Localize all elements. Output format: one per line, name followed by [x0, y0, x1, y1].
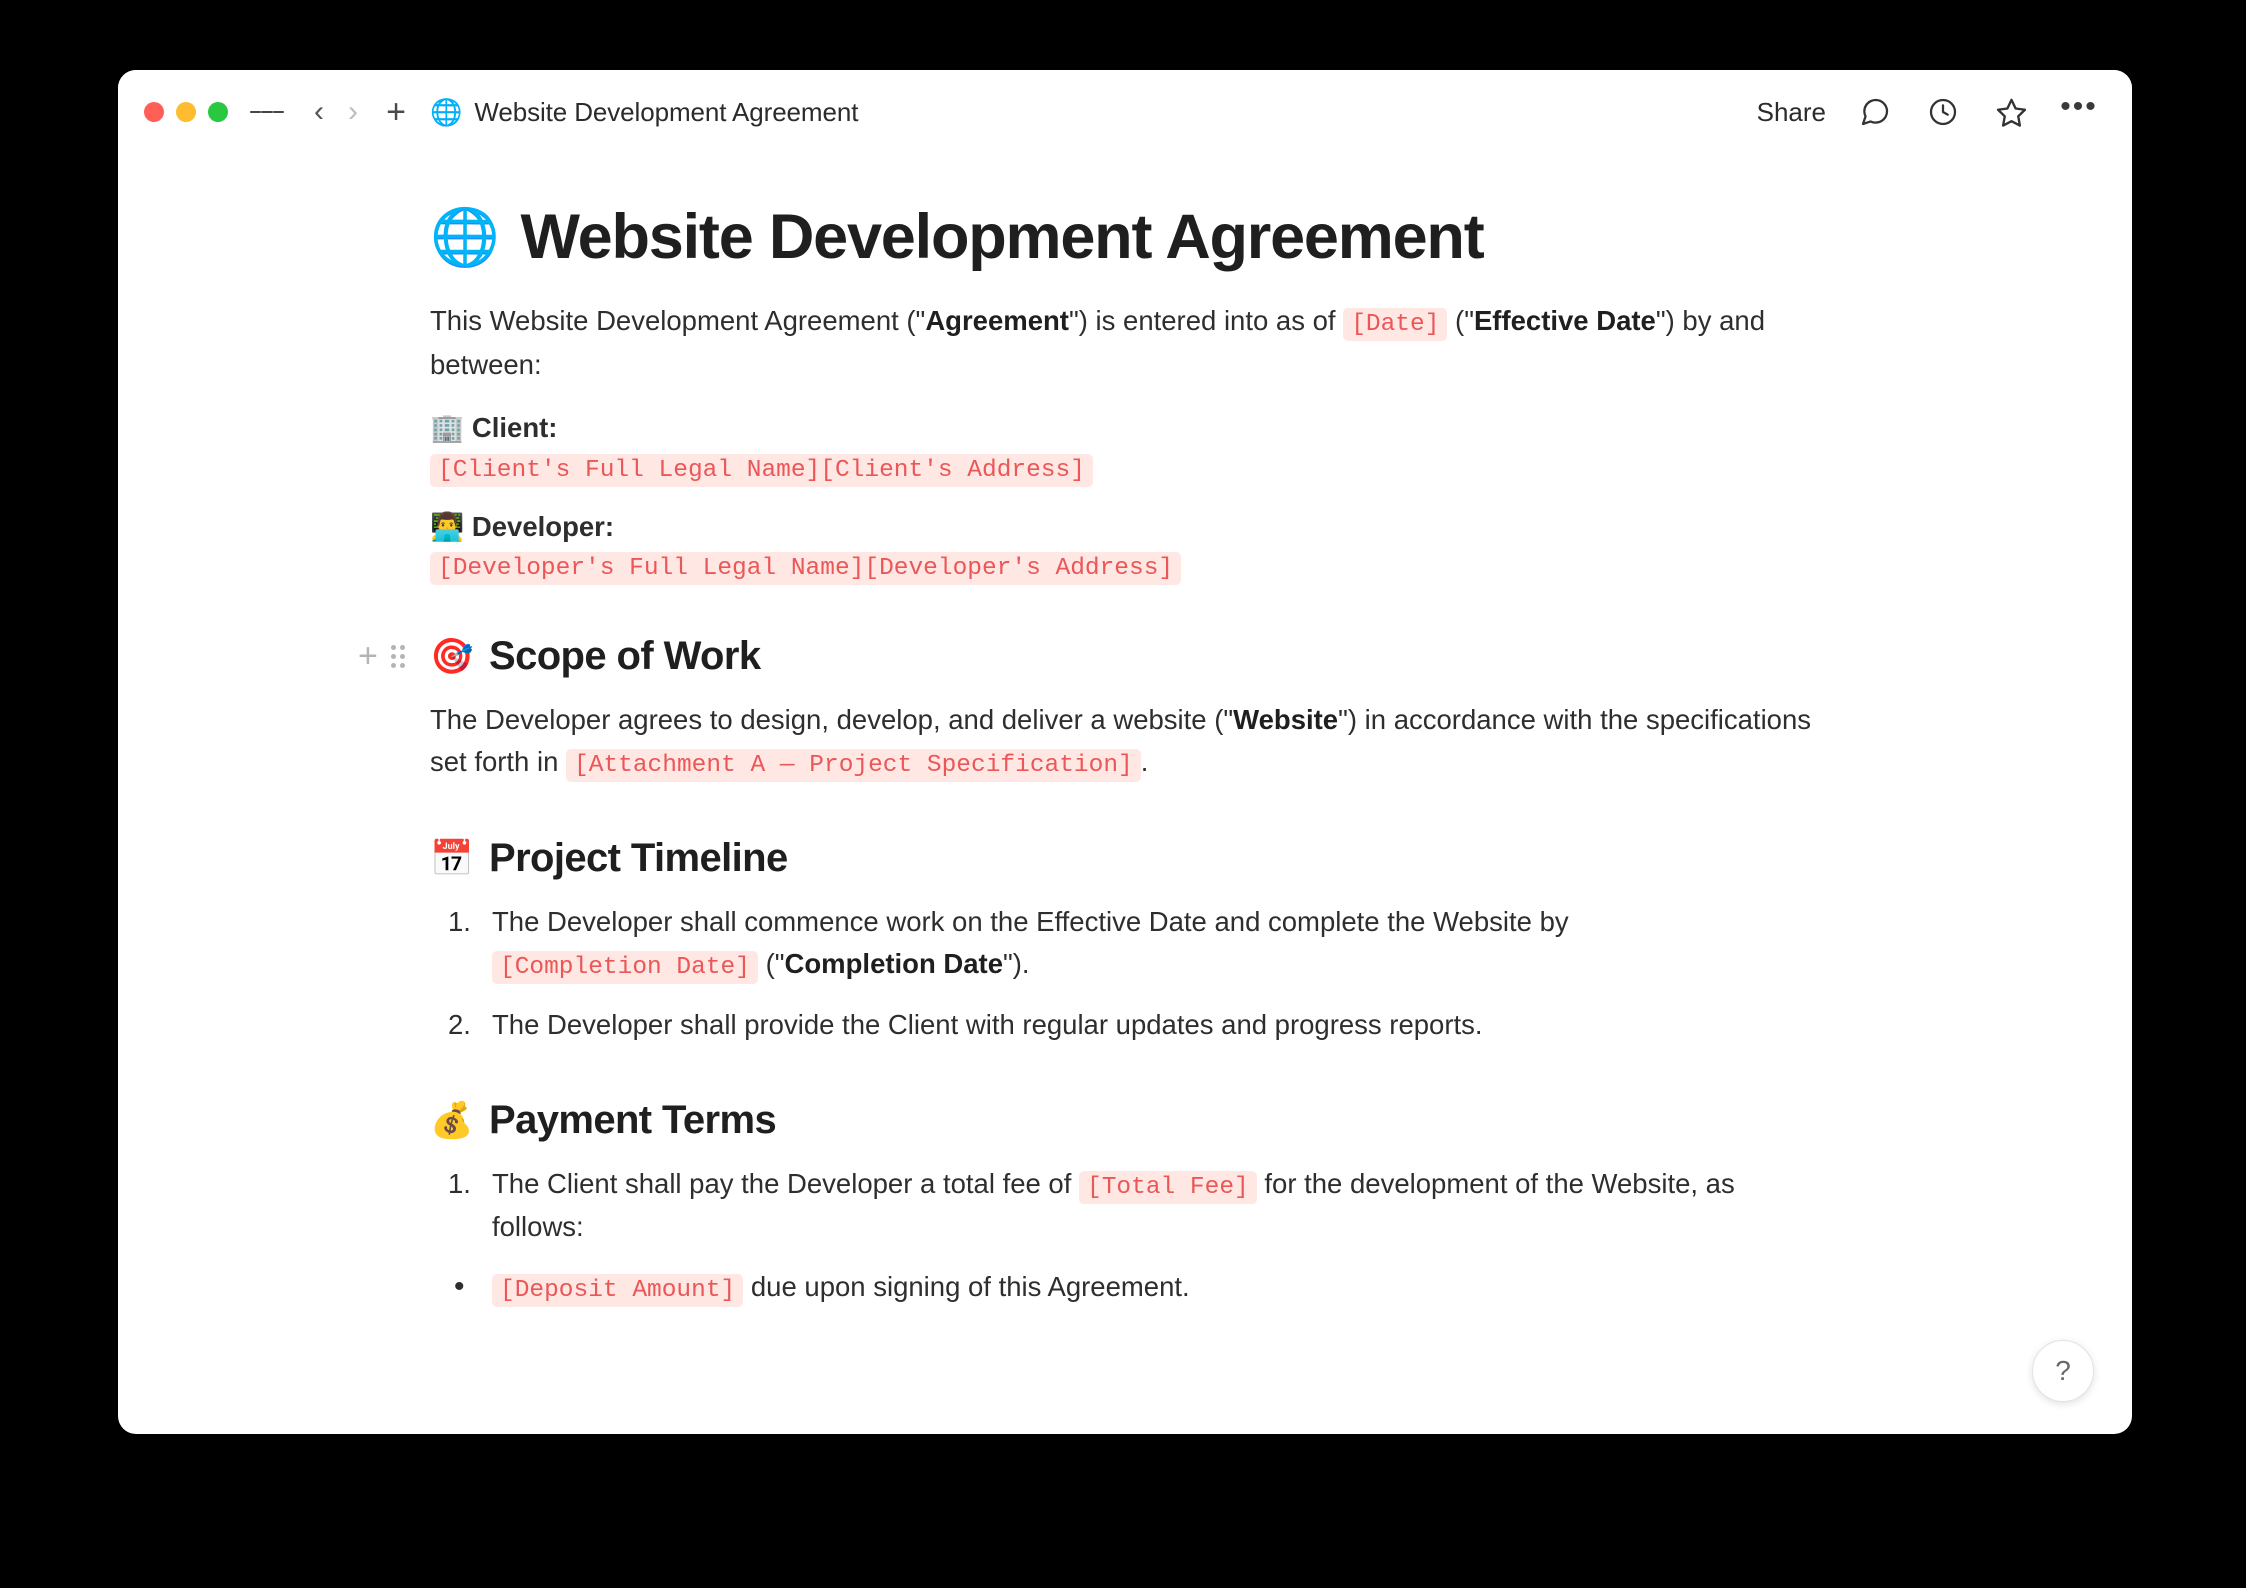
intro-part1: This Website Development Agreement (": [430, 305, 926, 337]
block-handles[interactable]: [358, 637, 405, 676]
section-heading-payment-terms[interactable]: [430, 1098, 1820, 1143]
chevron-left-icon[interactable]: ‹: [314, 95, 324, 128]
client-label-row[interactable]: [430, 407, 1820, 448]
list-item[interactable]: [430, 1163, 1820, 1248]
close-window-button[interactable]: [144, 102, 164, 122]
date-placeholder[interactable]: [Date]: [1343, 308, 1447, 341]
add-block-icon[interactable]: +: [358, 637, 378, 676]
app-window: [118, 70, 2132, 1434]
scope-part3: .: [1140, 745, 1149, 777]
clock-icon[interactable]: [1924, 93, 1962, 131]
payment-item1-part1: The Client shall pay the Developer a total fee of: [492, 1167, 1080, 1199]
breadcrumb-title[interactable]: Website Development Agreement: [474, 96, 859, 127]
timeline-list: [430, 901, 1820, 1046]
money-bag-icon: 💰: [430, 1100, 473, 1140]
timeline-item1-part3: ").: [1003, 947, 1030, 979]
client-placeholder-row[interactable]: [430, 457, 1820, 484]
section-heading-scope-of-work[interactable]: [358, 633, 1820, 679]
page-title[interactable]: [430, 200, 1820, 274]
plus-icon[interactable]: +: [386, 92, 406, 131]
breadcrumb[interactable]: [430, 97, 858, 128]
intro-part2: ") is entered into as of: [1068, 305, 1344, 337]
list-item[interactable]: [430, 1266, 1820, 1309]
section-title-timeline[interactable]: Project Timeline: [488, 835, 788, 880]
timeline-item2-text: The Developer shall provide the Client with regular updates and progress reports.: [492, 1008, 1483, 1040]
scope-website-bold: Website: [1233, 703, 1339, 735]
page-icon-globe-icon[interactable]: 🌐: [430, 205, 499, 269]
developer-label-row[interactable]: [430, 506, 1820, 547]
ellipsis-icon[interactable]: •••: [2060, 90, 2098, 123]
completion-date-placeholder[interactable]: [Completion Date]: [492, 951, 758, 984]
developer-icon: 👨‍💻: [430, 510, 465, 542]
payment-sublist: [430, 1266, 1820, 1309]
list-item[interactable]: [430, 901, 1820, 986]
window-titlebar: [118, 70, 2132, 154]
target-icon: 🎯: [430, 636, 473, 676]
intro-effective-date-bold: Effective Date: [1473, 305, 1656, 337]
payment-list: [430, 1163, 1820, 1248]
intro-agreement-bold: Agreement: [925, 305, 1069, 337]
titlebar-actions: [1756, 90, 2098, 131]
timeline-item1-part2: (": [757, 947, 785, 979]
globe-icon: 🌐: [430, 96, 463, 127]
intro-paragraph[interactable]: [430, 300, 1820, 385]
developer-label: Developer:: [471, 510, 615, 542]
building-icon: 🏢: [430, 412, 465, 444]
deposit-text: due upon signing of this Agreement.: [743, 1270, 1190, 1302]
minimize-window-button[interactable]: [176, 102, 196, 122]
help-button[interactable]: ?: [2032, 1340, 2094, 1402]
chevron-right-icon[interactable]: ›: [348, 95, 358, 128]
total-fee-placeholder[interactable]: [Total Fee]: [1079, 1171, 1257, 1204]
scope-paragraph[interactable]: [430, 699, 1820, 784]
intro-part3: (": [1447, 305, 1474, 337]
maximize-window-button[interactable]: [208, 102, 228, 122]
star-icon[interactable]: [1992, 93, 2030, 131]
section-heading-project-timeline[interactable]: [430, 836, 1820, 881]
section-title-payment[interactable]: Payment Terms: [488, 1097, 777, 1142]
comment-icon[interactable]: [1856, 93, 1894, 131]
developer-placeholder-row[interactable]: [430, 555, 1820, 582]
hamburger-menu-icon[interactable]: [250, 95, 284, 129]
page-title-text[interactable]: Website Development Agreement: [520, 202, 1484, 272]
section-title-scope[interactable]: Scope of Work: [488, 633, 761, 678]
payment-item1-part2: for the development of the Website, as follows:: [492, 1167, 1735, 1242]
scope-part1: The Developer agrees to design, develop, and deliver a website (": [430, 703, 1234, 735]
share-button[interactable]: Share: [1756, 96, 1826, 127]
traffic-light-controls: [144, 102, 228, 122]
drag-handle-icon[interactable]: [391, 645, 405, 668]
document-page: [358, 200, 1820, 1309]
calendar-icon: 📅: [430, 838, 473, 878]
timeline-item1-part1: The Developer shall commence work on the Effective Date and complete the Website by: [492, 905, 1569, 937]
deposit-amount-placeholder[interactable]: [Deposit Amount]: [492, 1274, 743, 1307]
attachment-placeholder[interactable]: [Attachment A — Project Specification]: [566, 749, 1141, 782]
scope-part2: ") in accordance with the specifications set forth in: [430, 703, 1812, 777]
list-item[interactable]: [430, 1004, 1820, 1046]
document-scroll-area[interactable]: [118, 154, 2132, 1434]
intro-part4: ") by and between:: [430, 305, 1765, 380]
developer-placeholder[interactable]: [Developer's Full Legal Name][Developer's Address]: [430, 552, 1181, 585]
timeline-item1-bold: Completion Date: [784, 947, 1003, 979]
client-placeholder[interactable]: [Client's Full Legal Name][Client's Address]: [430, 454, 1093, 487]
client-label: Client:: [471, 412, 558, 444]
